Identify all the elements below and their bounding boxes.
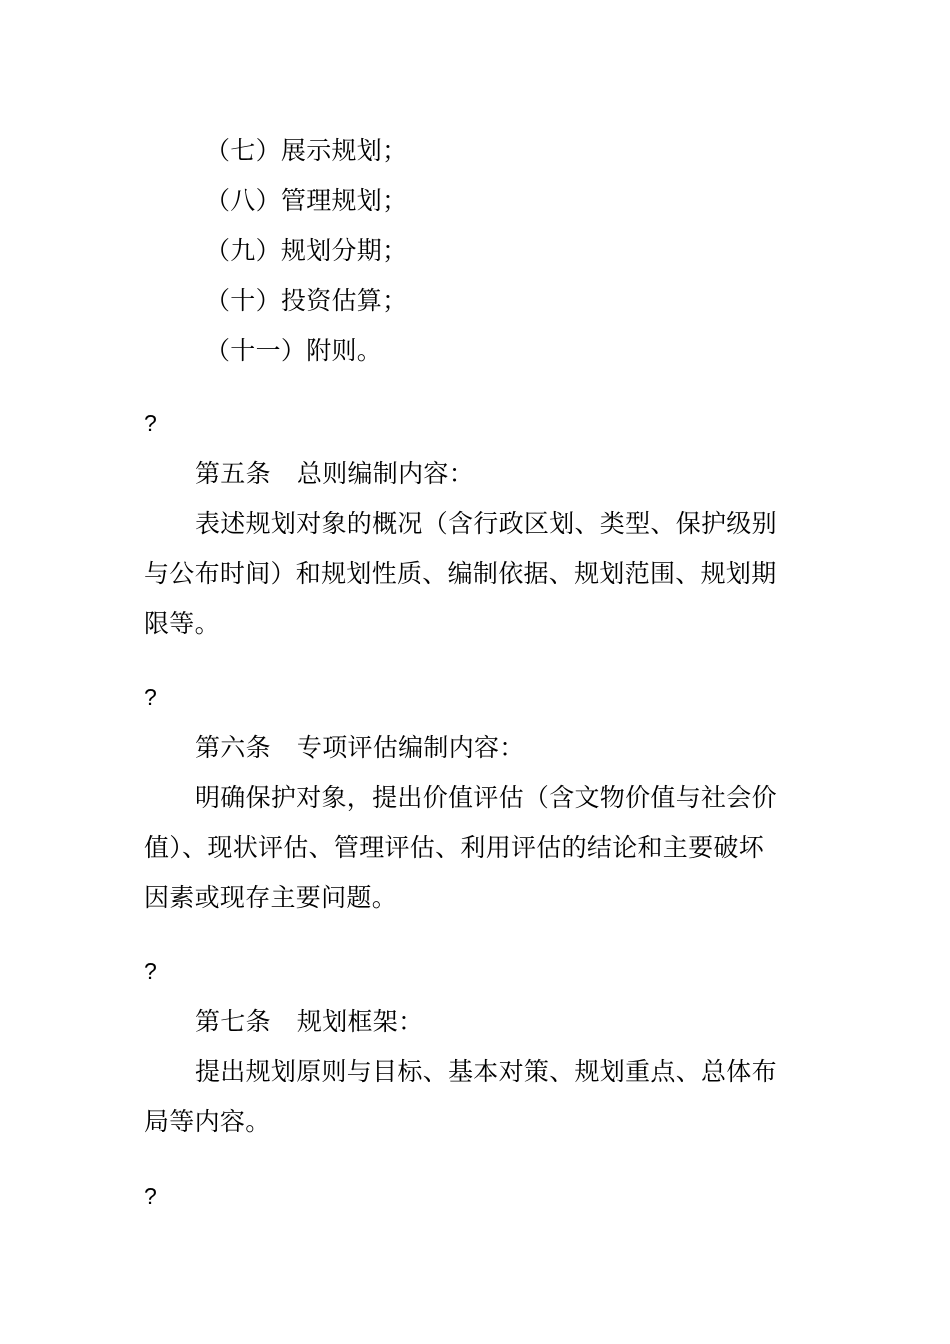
- article-5-body-line: 与公布时间）和规划性质、编制依据、规划范围、规划期: [144, 559, 777, 588]
- placeholder-mark: ?: [144, 1183, 157, 1209]
- article-7-body-line: 局等内容。: [144, 1107, 271, 1136]
- article-5-heading: [195, 459, 474, 489]
- article-5-number: 第五条: [195, 459, 271, 488]
- list-item-7: （七）展示规划；: [205, 136, 408, 165]
- article-6-body-line: 值）、现状评估、管理评估、利用评估的结论和主要破坏: [144, 833, 765, 862]
- list-item-9: （九）规划分期；: [205, 236, 408, 265]
- list-item-11: （十一）附则。: [205, 336, 383, 365]
- list-item-8: （八）管理规划；: [205, 186, 408, 215]
- article-6-number: 第六条: [195, 733, 271, 762]
- article-7-number: 第七条: [195, 1007, 271, 1036]
- article-5-body-line: 限等。: [144, 609, 220, 638]
- article-5-body-line: 表述规划对象的概况（含行政区划、类型、保护级别: [195, 509, 777, 538]
- article-7-body-line: 提出规划原则与目标、基本对策、规划重点、总体布: [195, 1057, 777, 1086]
- article-6-heading: [195, 733, 525, 763]
- article-6-body-line: 明确保护对象，提出价值评估（含文物价值与社会价: [195, 783, 777, 812]
- placeholder-mark: ?: [144, 410, 157, 436]
- article-5-title: 总则编制内容：: [296, 459, 475, 488]
- article-7-title: 规划框架：: [296, 1007, 424, 1036]
- article-6-title: 专项评估编制内容：: [296, 733, 525, 762]
- placeholder-mark: ?: [144, 684, 157, 710]
- list-item-10: （十）投资估算；: [205, 286, 408, 315]
- article-6-body-line: 因素或现存主要问题。: [144, 883, 398, 912]
- placeholder-mark: ?: [144, 958, 157, 984]
- article-7-heading: [195, 1007, 423, 1037]
